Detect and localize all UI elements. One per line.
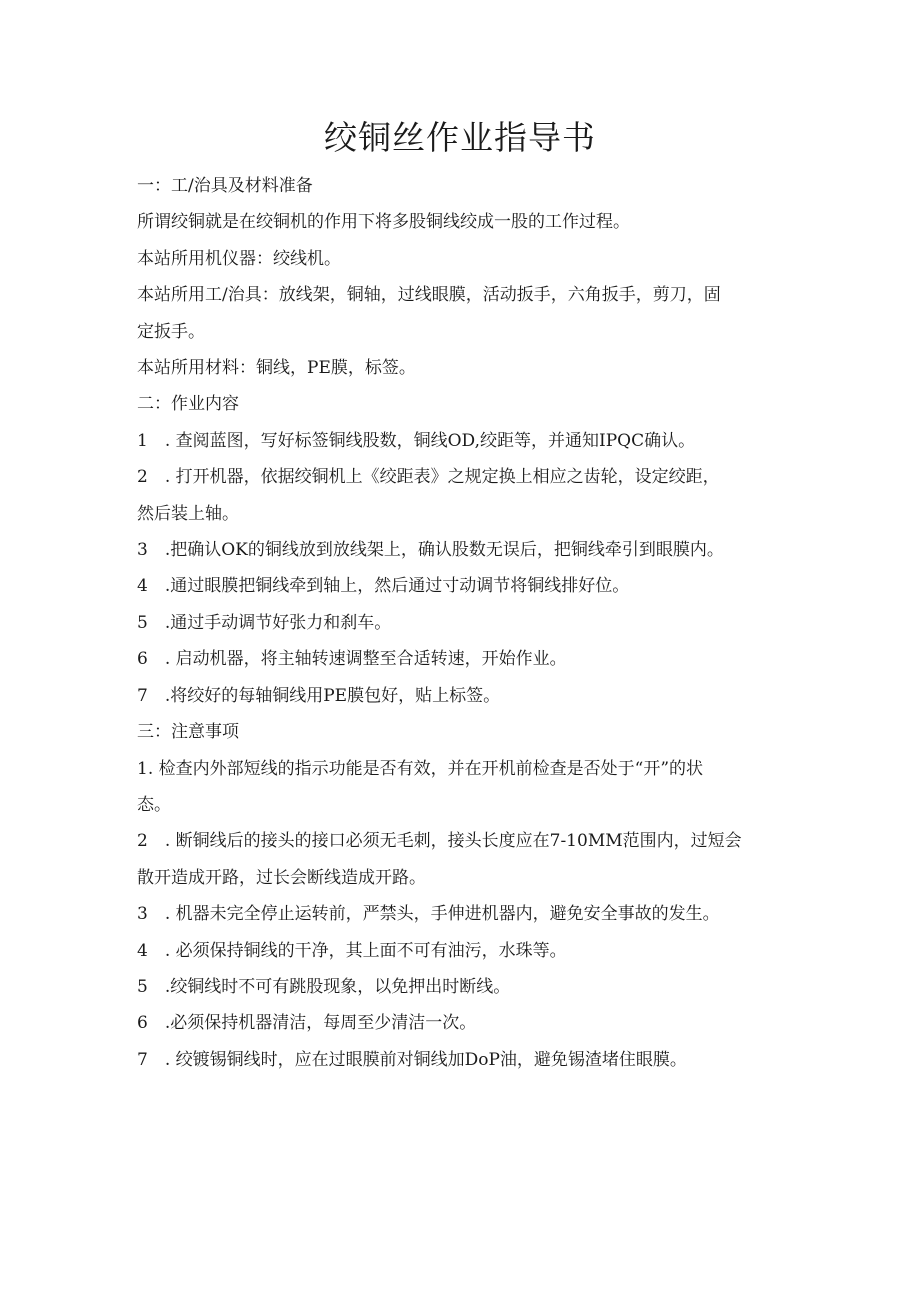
document-title: 绞铜丝作业指导书: [324, 118, 596, 157]
note-5: 5 .绞铜线时不可有跳股现象，以免押出时断线。: [137, 976, 511, 997]
procedure-step-7: 7 .将绞好的每轴铜线用PE膜包好，贴上标签。: [137, 685, 501, 706]
note-2-line1: 2 . 断铜线后的接头的接口必须无毛刺，接头长度应在7-10MM范围内，过短会: [137, 831, 742, 852]
section-heading-procedure: 二：作业内容: [137, 394, 239, 415]
procedure-step-1: 1 . 查阅蓝图，写好标签铜线股数，铜线OD,绞距等，并通知IPQC确认。: [137, 430, 696, 451]
section-heading-notes: 三：注意事项: [137, 722, 239, 743]
note-1-line2: 态。: [137, 794, 171, 815]
note-1-line1: 1. 检查内外部短线的指示功能是否有效，并在开机前检查是否处于“开”的状: [137, 758, 704, 779]
procedure-step-2-line2: 然后装上轴。: [137, 503, 239, 524]
procedure-step-4: 4 .通过眼膜把铜线牵到轴上，然后通过寸动调节将铜线排好位。: [137, 576, 630, 597]
note-4: 4 . 必须保持铜线的干净，其上面不可有油污，水珠等。: [137, 940, 567, 961]
procedure-step-6: 6 . 启动机器，将主轴转速调整至合适转速，开始作业。: [137, 649, 567, 670]
section-heading-preparation: 一：工/治具及材料准备: [137, 176, 313, 196]
paragraph-tools-line2: 定扳手。: [137, 321, 205, 342]
paragraph-tools-line1: 本站所用工/治具：放线架，铜轴，过线眼膜，活动扳手，六角扳手，剪刀，固: [137, 285, 721, 306]
note-6: 6 .必须保持机器清洁，每周至少清洁一次。: [137, 1013, 477, 1034]
document-body: [137, 168, 787, 1078]
paragraph-definition: 所谓绞铜就是在绞铜机的作用下将多股铜线绞成一股的工作过程。: [137, 212, 630, 233]
paragraph-machine: 本站所用机仪器：绞线机。: [137, 248, 341, 269]
paragraph-materials: 本站所用材料：铜线，PE膜，标签。: [137, 358, 416, 379]
procedure-step-5: 5 .通过手动调节好张力和刹车。: [137, 612, 392, 633]
note-3: 3 . 机器未完全停止运转前，严禁头，手伸进机器内，避免安全事故的发生。: [137, 904, 720, 925]
procedure-step-2-line1: 2 . 打开机器，依据绞铜机上《绞距表》之规定换上相应之齿轮，设定绞距，: [137, 467, 720, 488]
note-2-line2: 散开造成开路，过长会断线造成开路。: [137, 867, 426, 888]
procedure-step-3: 3 .把确认OK的铜线放到放线架上，确认股数无误后，把铜线牵引到眼膜内。: [137, 540, 724, 561]
note-7: 7 . 绞镀锡铜线时，应在过眼膜前对铜线加DoP油，避免锡渣堵住眼膜。: [137, 1049, 687, 1070]
